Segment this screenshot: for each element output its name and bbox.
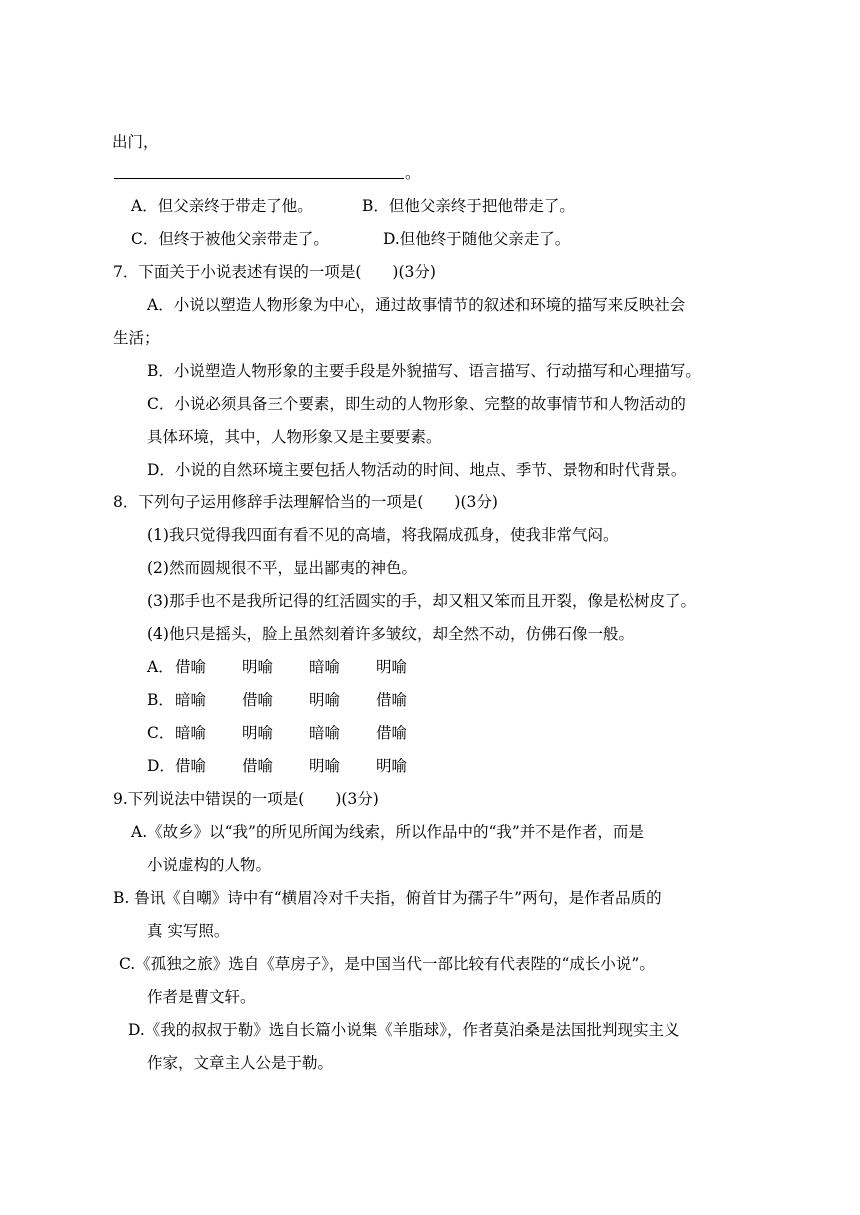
- q8-sentence-3: (3)那手也不是我所记得的红活圆实的手，却又粗又笨而且开裂，像是松树皮了。: [147, 592, 696, 610]
- q8-option-c-item-3: 暗喻: [309, 724, 341, 742]
- q6-option-a: A．但父亲终于带走了他。: [131, 197, 313, 215]
- q9-option-d-line2: 作家，文章主人公是于勒。: [147, 1054, 334, 1072]
- q8-sentence-2: (2)然而圆规很不平，显出鄙夷的神色。: [147, 559, 417, 577]
- q7-stem: 7．下面关于小说表述有误的一项是( )(3分): [113, 263, 436, 281]
- q8-sentence-4: (4)他只是摇头，脸上虽然刻着许多皱纹，却全然不动，仿佛石像一般。: [147, 625, 634, 643]
- q9-stem: 9.下列说法中错误的一项是( )(3分): [113, 790, 379, 808]
- q8-option-b: [147, 690, 443, 710]
- q8-option-c-label: C．: [147, 724, 175, 742]
- q9-option-b-line1: B. 鲁讯《自嘲》诗中有“横眉冷对千夫指，俯首甘为孺子牛”两句，是作者品质的: [113, 889, 662, 907]
- q8-option-d-item-1: 借喻: [175, 757, 207, 775]
- q6-option-b: B．但他父亲终于把他带走了。: [362, 197, 575, 215]
- q8-option-d-item-4: 明喻: [376, 757, 408, 775]
- q9-option-a-line1: A.《故乡》以“我”的所见所闻为线索，所以作品中的“我”并不是作者，而是: [131, 823, 644, 841]
- q8-option-b-label: B．: [147, 691, 174, 709]
- q8-option-c-item-1: 暗喻: [175, 724, 207, 742]
- q8-option-b-item-1: 暗喻: [175, 691, 207, 709]
- q8-option-d-item-3: 明喻: [309, 757, 341, 775]
- q8-option-a: [147, 657, 443, 677]
- q8-option-b-item-3: 明喻: [309, 691, 341, 709]
- q9-option-b-line2: 真 实写照。: [147, 922, 230, 940]
- q8-option-c: [147, 723, 443, 743]
- q7-option-a-line2: 生活；: [113, 329, 160, 347]
- q7-option-d: D．小说的自然环境主要包括人物活动的时间、地点、季节、景物和时代背景。: [147, 461, 687, 479]
- q8-option-b-item-4: 借喻: [376, 691, 408, 709]
- q9-option-c-line2: 作者是曹文轩。: [147, 988, 256, 1006]
- q7-option-c-line1: C．小说必须具备三个要素，即生动的人物形象、完整的故事情节和人物活动的: [147, 395, 686, 413]
- q8-option-c-item-2: 明喻: [242, 724, 274, 742]
- q8-sentence-1: (1)我只觉得我四面有看不见的高墙，将我隔成孤身，使我非常气闷。: [147, 526, 619, 544]
- q8-option-a-item-3: 暗喻: [309, 658, 341, 676]
- q7-option-b: B．小说塑造人物形象的主要手段是外貌描写、语言描写、行动描写和心理描写。: [147, 362, 701, 380]
- q6-tail-text: 出门，: [112, 133, 159, 151]
- q9-option-d-line1: D.《我的叔叔于勒》选自长篇小说集《羊脂球》，作者莫泊桑是法国批判现实主义: [128, 1021, 680, 1039]
- q8-option-b-item-2: 借喻: [242, 691, 274, 709]
- q8-option-a-item-1: 借喻: [175, 658, 207, 676]
- q8-option-a-item-2: 明喻: [242, 658, 274, 676]
- q7-option-a-line1: A．小说以塑造人物形象为中心，通过故事情节的叙述和环境的描写来反映社会: [147, 296, 686, 314]
- q6-option-c: C．但终于被他父亲带走了。: [131, 230, 329, 248]
- q8-option-d-label: D．: [147, 757, 175, 775]
- q8-option-a-label: A．: [147, 658, 174, 676]
- q8-option-d-item-2: 借喻: [242, 757, 274, 775]
- q9-option-a-line2: 小说虚构的人物。: [147, 856, 272, 874]
- q7-option-c-line2: 具体环境，其中，人物形象又是主要要素。: [147, 428, 442, 446]
- q8-stem: 8．下列句子运用修辞手法理解恰当的一项是( )(3分): [113, 493, 498, 511]
- q8-option-d: [147, 756, 443, 776]
- q9-option-c-line1: C.《孤独之旅》选自《草房子》，是中国当代一部比较有代表陛的“成长小说”。: [119, 955, 655, 973]
- q6-answer-blank: [114, 178, 404, 179]
- q8-option-a-item-4: 明喻: [376, 658, 408, 676]
- q6-option-d: D.但他终于随他父亲走了。: [383, 230, 571, 248]
- q8-option-c-item-4: 借喻: [376, 724, 408, 742]
- q6-blank-end: 。: [405, 164, 421, 182]
